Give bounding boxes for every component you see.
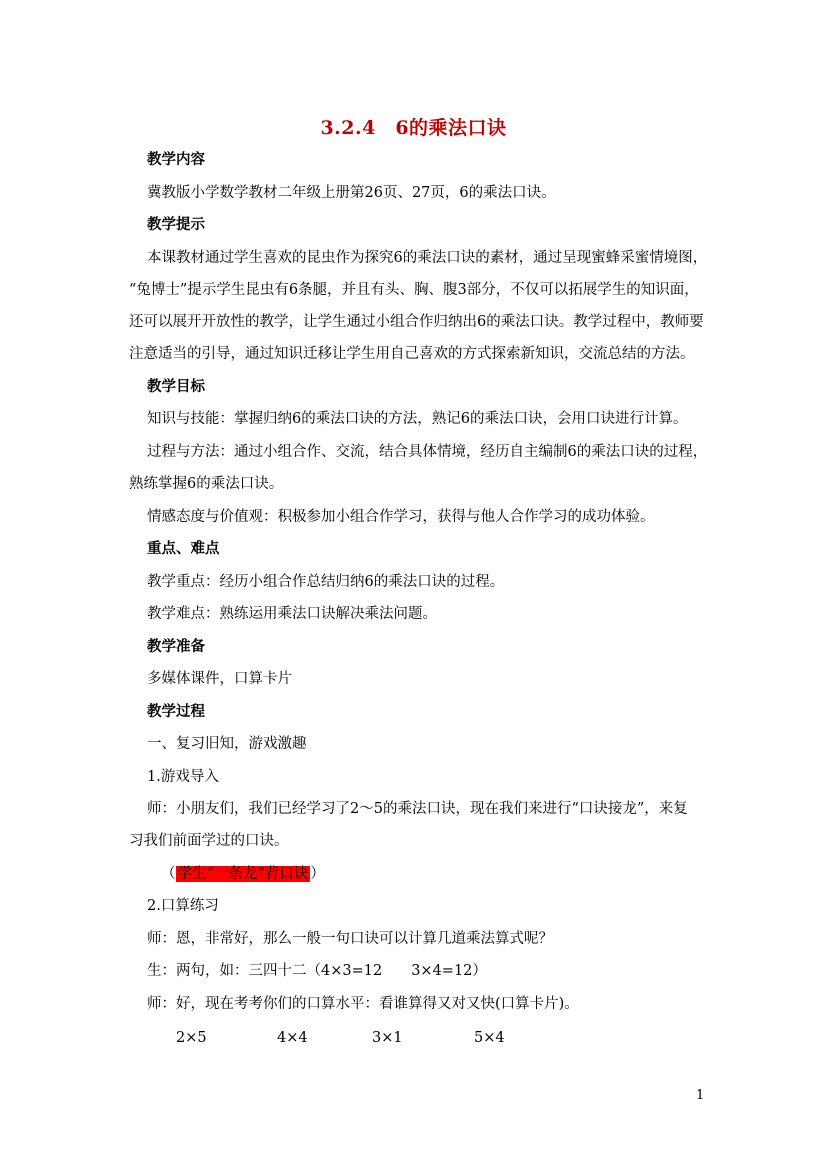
- calc-item-4: 5×4: [474, 1030, 505, 1046]
- goal-emotion: 情感态度与价值观：积极参加小组合作学习，获得与他人合作学习的成功体验。: [147, 509, 655, 525]
- hint-line-4: 注意适当的引导，通过知识迁移让学生用自己喜欢的方式探索新知识，交流总结的方法。: [129, 346, 695, 362]
- process-substep-2: 2.口算练习: [147, 898, 219, 914]
- teacher-line-1b: 习我们前面学过的口诀。: [129, 833, 289, 849]
- teacher-line-1a: 师：小朋友们，我们已经学习了2～5的乘法口诀，现在我们来进行“口诀接龙”，来复: [147, 801, 688, 817]
- hint-line-1: 本课教材通过学生喜欢的昆虫作为探究6的乘法口诀的素材，通过呈现蜜蜂采蜜情境图，: [147, 250, 708, 266]
- hint-line-2: “兔博士”提示学生昆虫有6条腿，并且有头、胸、腹3部分，不仅可以拓展学生的知识面，: [129, 282, 699, 298]
- highlighted-text: 学生“一条龙”背口诀: [177, 866, 309, 882]
- teacher-line-2: 师：恩，非常好，那么一般一句口诀可以计算几道乘法算式呢？: [147, 931, 553, 947]
- teacher-line-3: 师：好，现在考考你们的口算水平：看谁算得又对又快(口算卡片)。: [147, 996, 579, 1012]
- section-heading-preparation: 教学准备: [147, 638, 205, 655]
- calc-item-1: 2×5: [176, 1030, 207, 1046]
- section-heading-hint: 教学提示: [147, 216, 205, 233]
- goal-process-line-1: 过程与方法：通过小组合作、交流，结合具体情境，经历自主编制6的乘法口诀的过程，: [147, 444, 708, 460]
- page-number: 1: [696, 1088, 705, 1103]
- section-heading-key-points: 重点、难点: [147, 540, 220, 557]
- hint-line-3: 还可以展开开放性的教学，让学生通过小组合作归纳出6的乘法口诀。教学过程中，教师要: [129, 314, 704, 330]
- calc-item-2: 4×4: [277, 1030, 308, 1046]
- document-title: 3.2.4 6的乘法口诀: [320, 117, 507, 139]
- content-text: 冀教版小学数学教材二年级上册第26页、27页，6的乘法口诀。: [147, 185, 556, 201]
- process-substep-1: 1.游戏导入: [147, 769, 219, 785]
- student-action: （ 学生“一条龙”背口诀 ）: [161, 866, 325, 882]
- section-heading-goals: 教学目标: [147, 378, 205, 395]
- section-heading-content: 教学内容: [147, 151, 205, 168]
- key-point: 教学重点：经历小组合作总结归纳6的乘法口诀的过程。: [147, 574, 505, 590]
- student-line: 生：两句，如：三四十二（4×3=12 3×4=12）: [147, 963, 487, 979]
- preparation-text: 多媒体课件，口算卡片: [147, 671, 292, 687]
- difficult-point: 教学难点：熟练运用乘法口诀解决乘法问题。: [147, 606, 437, 622]
- hint-paragraph: [129, 242, 714, 370]
- calc-item-3: 3×1: [372, 1030, 403, 1046]
- goal-knowledge: 知识与技能：掌握归纳6的乘法口诀的方法，熟记6的乘法口诀，会用口诀进行计算。: [147, 411, 688, 427]
- section-heading-process: 教学过程: [147, 703, 205, 720]
- process-step-1: 一、复习旧知，游戏激趣: [147, 736, 307, 752]
- goal-process-line-2: 熟练掌握6的乘法口诀。: [129, 476, 284, 492]
